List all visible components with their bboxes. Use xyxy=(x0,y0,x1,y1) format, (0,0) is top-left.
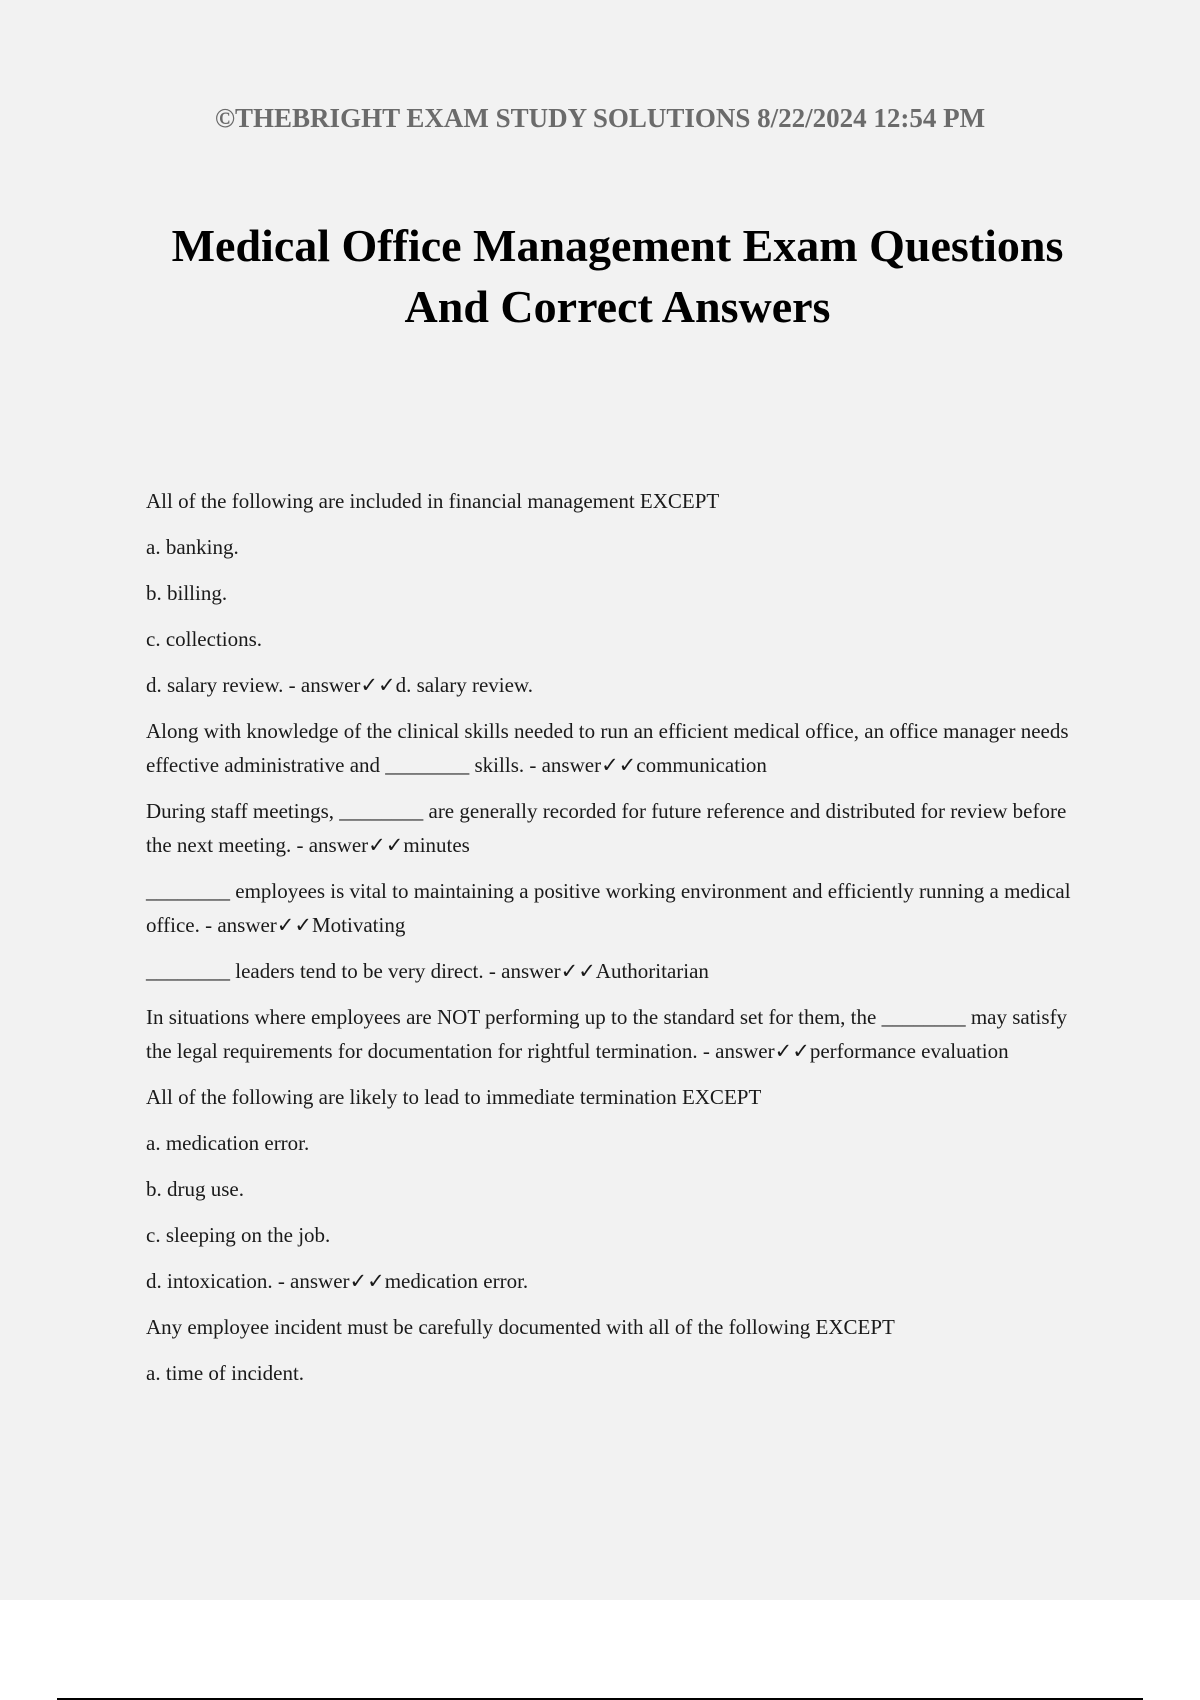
title-line-1: Medical Office Management Exam Questions xyxy=(171,220,1064,271)
answer-option: a. banking. xyxy=(146,535,239,559)
question-text: Any employee incident must be carefully documented with all of the following EXCEPT xyxy=(146,1315,895,1339)
title-line-2: And Correct Answers xyxy=(404,281,831,332)
question-with-answer: In situations where employees are NOT performing up to the standard set for them, the ________ may satisfy the legal requirements for documentation for rightful termination. - answer✓✓performance evaluation xyxy=(146,1005,1068,1063)
answer-option: c. sleeping on the job. xyxy=(146,1223,331,1247)
question-with-answer: ________ employees is vital to maintaining a positive working environment and efficiently running a medical office. - answer✓✓Motivating xyxy=(146,879,1071,937)
question-with-answer: During staff meetings, ________ are generally recorded for future reference and distributed for review before the next meeting. - answer✓✓minutes xyxy=(146,799,1067,857)
question-with-answer: Along with knowledge of the clinical skills needed to run an efficient medical office, an office manager needs effective administrative and ________ skills. - answer✓✓communication xyxy=(146,719,1069,777)
answer-option: c. collections. xyxy=(146,627,263,651)
answer-option-with-key: d. intoxication. - answer✓✓medication error. xyxy=(146,1269,529,1293)
question-text: All of the following are included in financial management EXCEPT xyxy=(146,489,720,513)
question-list xyxy=(146,484,1086,1402)
answer-option: a. medication error. xyxy=(146,1131,310,1155)
document-title xyxy=(120,215,1115,337)
answer-option-with-key: d. salary review. - answer✓✓d. salary review. xyxy=(146,673,533,697)
answer-option: a. time of incident. xyxy=(146,1361,305,1385)
watermark-header: ©THEBRIGHT EXAM STUDY SOLUTIONS 8/22/2024 12:54 PM xyxy=(214,103,986,133)
question-text: All of the following are likely to lead to immediate termination EXCEPT xyxy=(146,1085,762,1109)
question-with-answer: ________ leaders tend to be very direct. - answer✓✓Authoritarian xyxy=(146,959,709,983)
answer-option: b. billing. xyxy=(146,581,228,605)
answer-option: b. drug use. xyxy=(146,1177,244,1201)
